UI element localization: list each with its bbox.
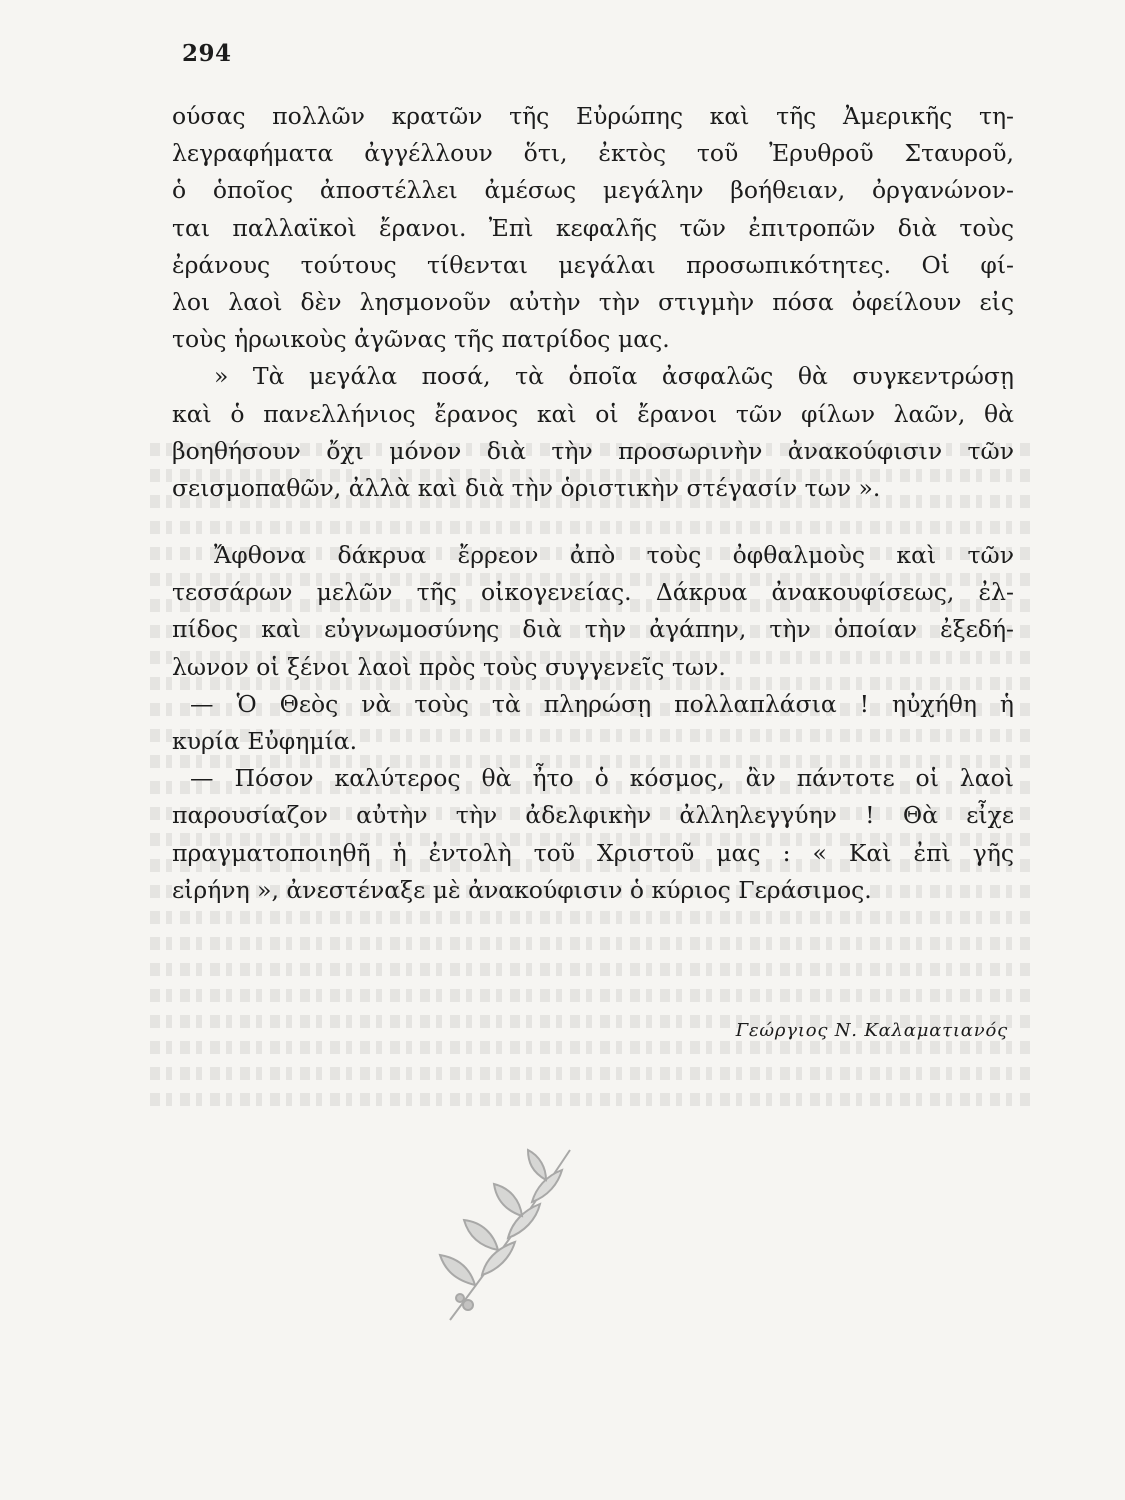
text-line: παρουσίαζον αὐτὴν τὴν ἀδελφικὴν ἀλληλεγγύην ! Θὰ εἶχε xyxy=(172,801,1014,830)
text-line: καὶ ὁ πανελλήνιος ἔρανος καὶ οἱ ἔρανοι τῶν φίλων λαῶν, θὰ xyxy=(172,399,1014,428)
page-number: 294 xyxy=(182,40,232,67)
text-line: πραγματοποιηθῆ ἡ ἐντολὴ τοῦ Χριστοῦ μας : « Καὶ ἐπὶ γῆς xyxy=(172,838,1014,867)
text-line: εἰρήνη », ἀνεστέναξε μὲ ἀνακούφισιν ὁ κύριος Γεράσιμος. xyxy=(172,875,872,904)
text-line: λεγραφήματα ἀγγέλλουν ὅτι, ἐκτὸς τοῦ Ἐρυθροῦ Σταυροῦ, xyxy=(172,139,1014,168)
text-line: βοηθήσουν ὄχι μόνον διὰ τὴν προσωρινὴν ἀνακούφισιν τῶν xyxy=(172,436,1014,465)
text-line: σεισμοπαθῶν, ἀλλὰ καὶ διὰ τὴν ὁριστικὴν στέγασίν των ». xyxy=(172,473,881,502)
text-line: — Πόσον καλύτερος θὰ ἦτο ὁ κόσμος, ἂν πάντοτε οἱ λαοὶ xyxy=(190,764,1014,793)
text-line: ται παλλαϊκοὶ ἔρανοι. Ἐπὶ κεφαλῆς τῶν ἐπιτροπῶν διὰ τοὺς xyxy=(172,213,1014,242)
text-line: ούσας πολλῶν κρατῶν τῆς Εὐρώπης καὶ τῆς Ἀμερικῆς τη- xyxy=(172,102,1014,130)
body-text xyxy=(172,98,1014,909)
text-line: πίδος καὶ εὐγνωμοσύνης διὰ τὴν ἀγάπην, τὴν ὁποίαν ἐξεδή- xyxy=(172,615,1014,644)
text-line: Ἄφθονα δάκρυα ἔρρεον ἀπὸ τοὺς ὀφθαλμοὺς καὶ τῶν xyxy=(214,541,1014,570)
text-line: τοὺς ἡρωικοὺς ἀγῶνας τῆς πατρίδος μας. xyxy=(172,325,670,354)
text-line: λωνον οἱ ξένοι λαοὶ πρὸς τοὺς συγγενεῖς των. xyxy=(172,652,726,681)
text-line: κυρία Εὐφημία. xyxy=(172,727,358,755)
text-line: ἐράνους τούτους τίθενται μεγάλαι προσωπικότητες. Οἱ φί- xyxy=(172,250,1014,279)
text-line: — Ὁ Θεὸς νὰ τοὺς τὰ πληρώσῃ πολλαπλάσια ! ηὐχήθη ἡ xyxy=(190,689,1014,718)
text-line: λοι λαοὶ δὲν λησμονοῦν αὐτὴν τὴν στιγμὴν πόσα ὀφείλουν εἰς xyxy=(172,287,1014,316)
author-signature: Γεώργιος Ν. Καλαματιανός xyxy=(735,1020,1008,1041)
text-line: τεσσάρων μελῶν τῆς οἰκογενείας. Δάκρυα ἀνακουφίσεως, ἐλ- xyxy=(172,578,1014,607)
text-line: » Τὰ μεγάλα ποσά, τὰ ὁποῖα ἀσφαλῶς θὰ συγκεντρώσῃ xyxy=(214,362,1014,391)
text-line: ὁ ὁποῖος ἀποστέλλει ἀμέσως μεγάλην βοήθειαν, ὀργανώνον- xyxy=(172,176,1014,205)
olive-branch-icon xyxy=(420,1130,610,1330)
